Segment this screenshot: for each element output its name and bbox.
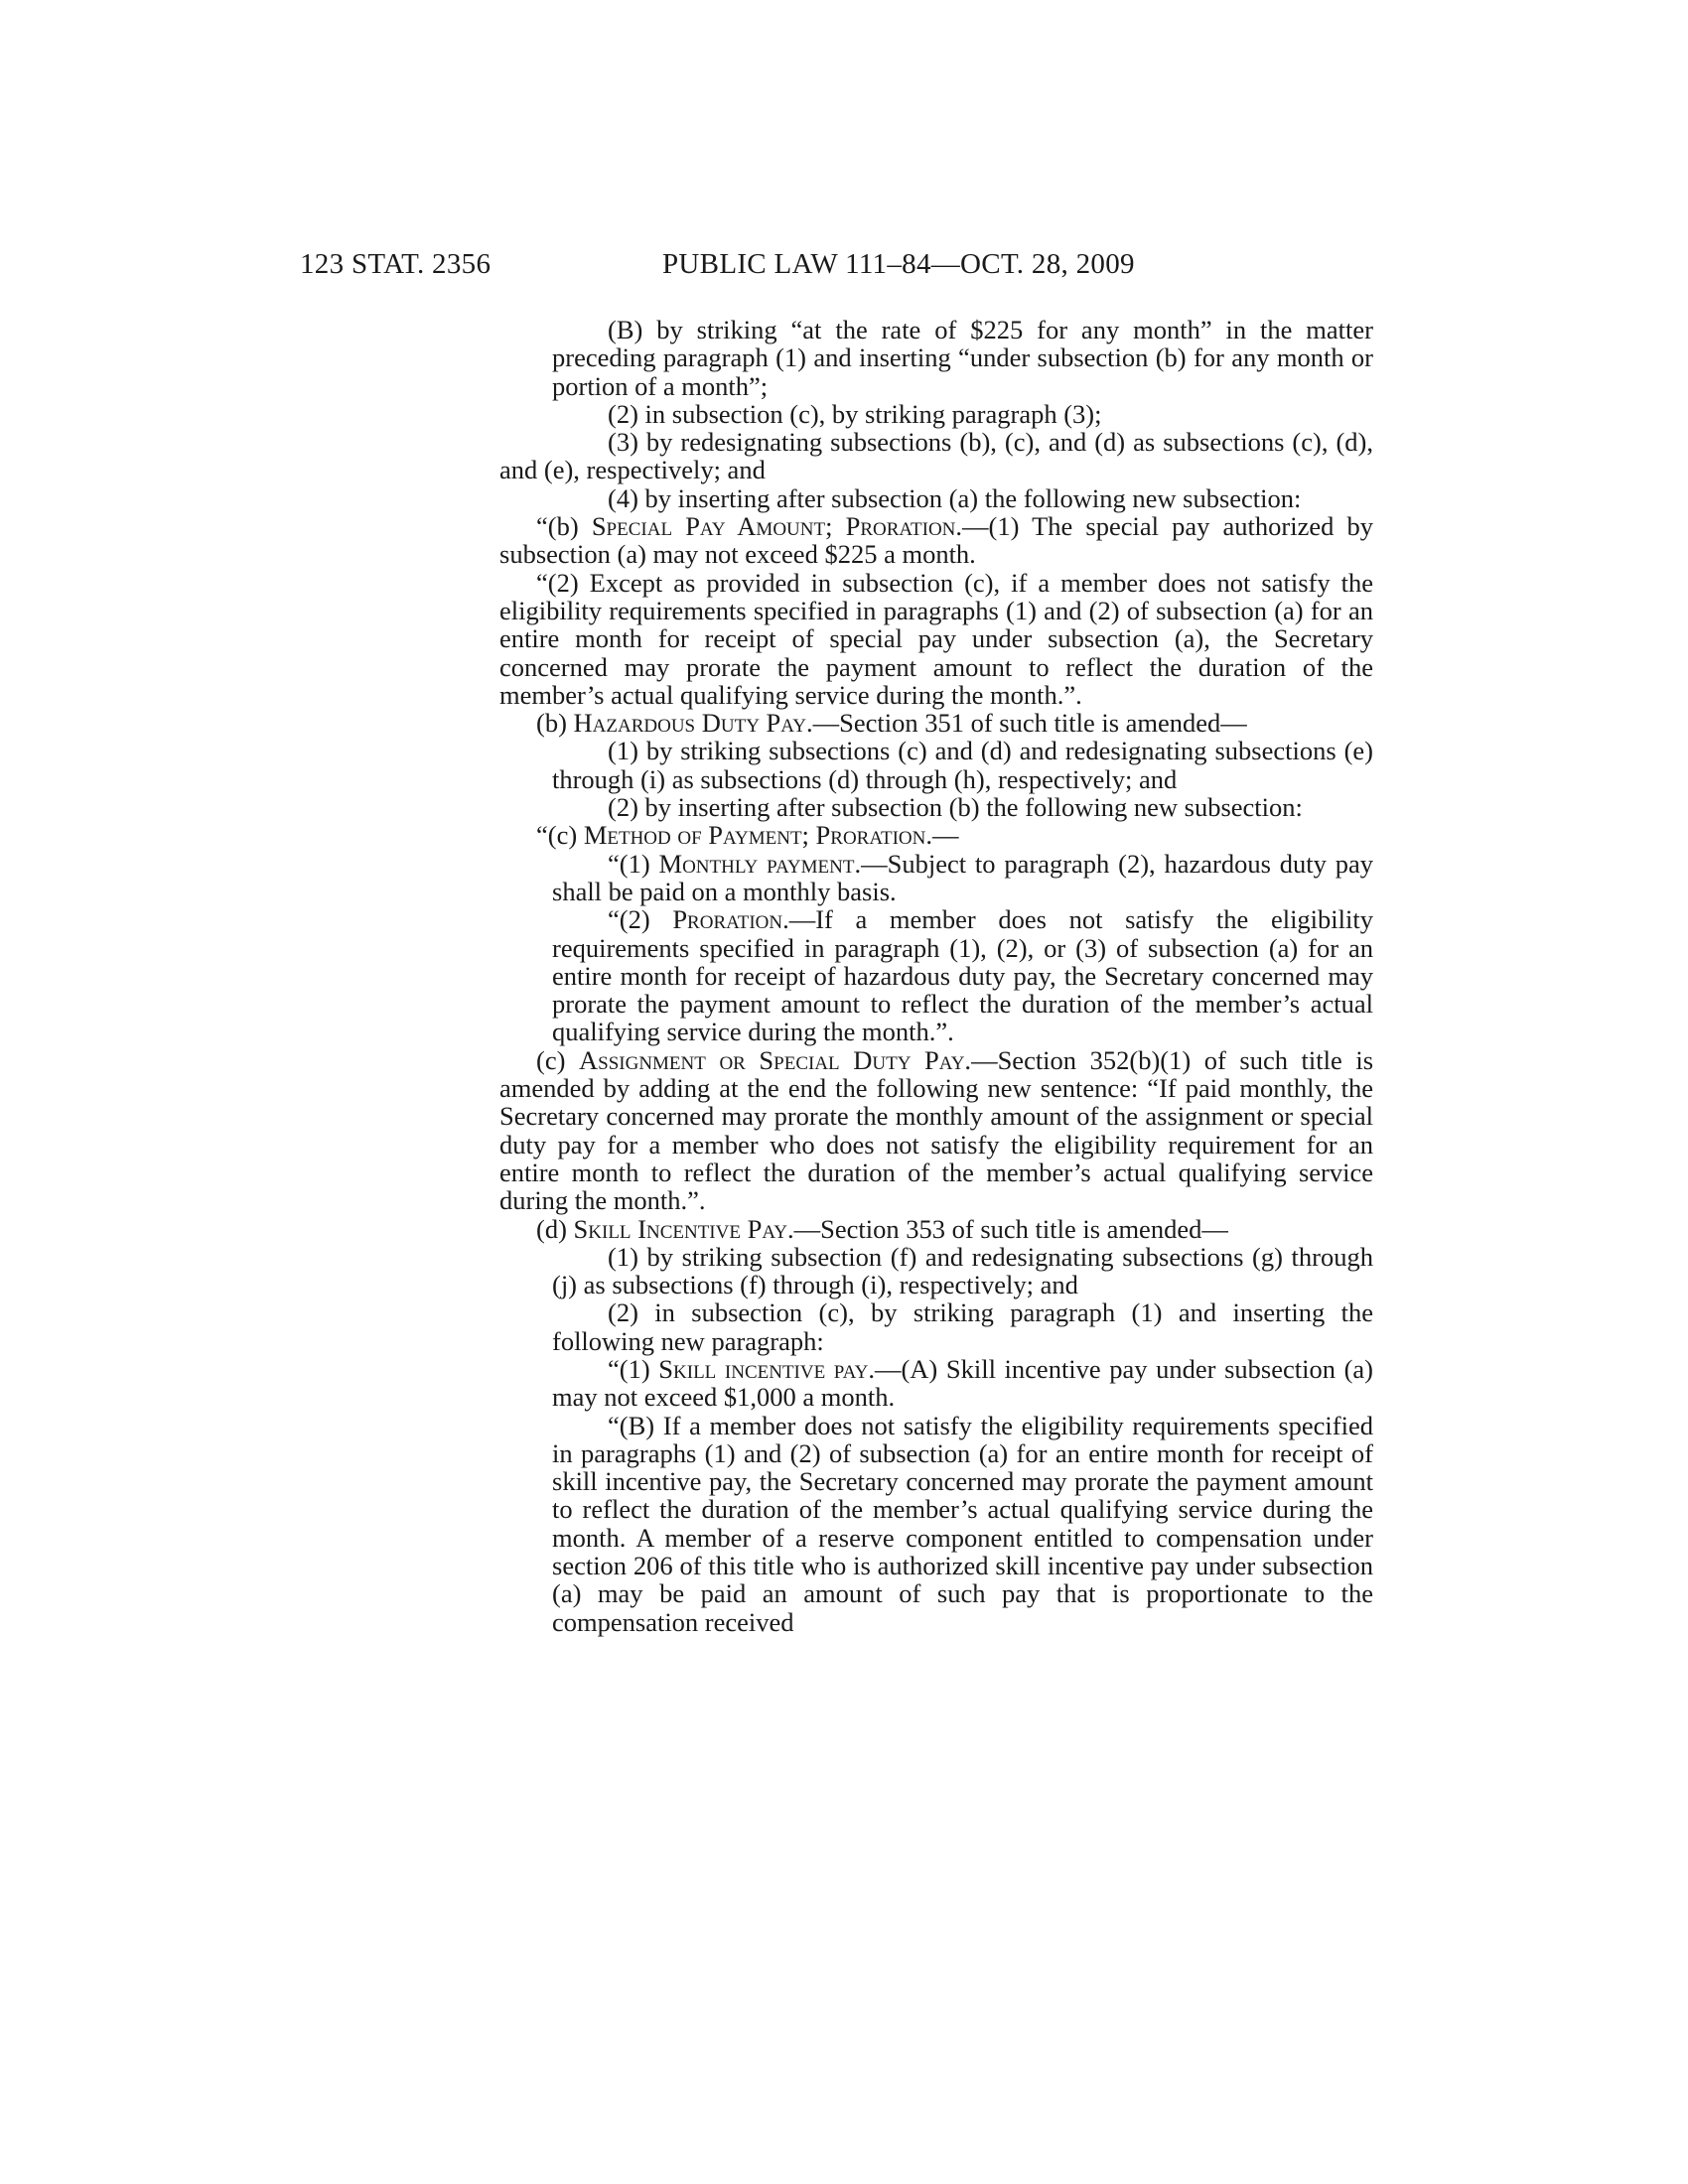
para-2-inserting-after-b: (2) by inserting after subsection (b) the following new subsection: (608, 792, 1303, 823)
heading-proration: Proration. (672, 904, 789, 935)
heading-method-of-payment: Method of Payment; Proration. (583, 820, 932, 851)
para-assignment-special-duty: (c) Assignment or Special Duty Pay.—Section 352(b)(1) of such title is amended by adding at the end the following new sentence: “If paid monthly, the Secretary concerned may prorate the monthly amount of the assignment or special duty pay for a member who does not satisfy the eligibility requirement for an entire month to reflect the duration of the member’s actual qualifying service during the month.”. (499, 1044, 1374, 1216)
heading-skill-incentive-pay-inner: Skill incentive pay. (658, 1353, 875, 1384)
heading-special-pay-amount: Special Pay Amount; Proration. (591, 511, 963, 542)
para-monthly-payment: “(1) Monthly payment.—Subject to paragraph (2), hazardous duty pay shall be paid on a monthly basis. (552, 848, 1374, 906)
para-hazardous-duty-pay: (b) Hazardous Duty Pay.—Section 351 of such title is amended— (536, 708, 1247, 739)
para-skill-incentive-pay: (d) Skill Incentive Pay.—Section 353 of such title is amended— (536, 1213, 1228, 1244)
para-3-redesignating: (3) by redesignating subsections (b), (c), and (d) as subsections (c), (d), and (e), respectively; and (499, 427, 1373, 485)
para-1-striking-subsection-f: (1) by striking subsection (f) and redesignating subsections (g) through (j) as subsections (f) through (i), respectively; and (552, 1241, 1373, 1300)
heading-assignment-special-duty: Assignment or Special Duty Pay. (579, 1044, 972, 1075)
para-1-striking-subsections: (1) by striking subsections (c) and (d) and redesignating subsections (e) through (i) as subsections (d) through (h), respectively; and (552, 736, 1373, 794)
para-b-striking-rate: (B) by striking “at the rate of $225 for any month” in the matter preceding paragraph (1) and inserting “under subsection (b) for any month or portion of a month”; (552, 315, 1373, 401)
heading-hazardous-duty-pay: Hazardous Duty Pay. (573, 708, 813, 739)
para-2-striking-paragraph-1: (2) in subsection (c), by striking paragraph (1) and inserting the following new paragraph: (552, 1297, 1373, 1356)
document-body (499, 316, 1373, 1636)
para-2-subsection-c: (2) in subsection (c), by striking paragraph (3); (608, 398, 1102, 429)
para-4-inserting: (4) by inserting after subsection (a) the following new subsection: (608, 482, 1302, 513)
page-header-title: PUBLIC LAW 111–84—OCT. 28, 2009 (662, 248, 1135, 280)
para-except-as-provided: “(2) Except as provided in subsection (c), if a member does not satisfy the eligibility requirements specified in paragraphs (1) and (2) of subsection (a) for an entire month for receipt of special pay under subsection (a), the Secretary concerned may prorate the payment amount to reflect the duration of the member’s actual qualifying service during the month.”. (499, 567, 1373, 710)
stat-citation: 123 STAT. 2356 (300, 248, 492, 280)
para-skill-incentive-pay-a: “(1) Skill incentive pay.—(A) Skill incentive pay under subsection (a) may not exceed $1,000 a month. (552, 1353, 1374, 1413)
para-special-pay-amount: “(b) Special Pay Amount; Proration.—(1) The special pay authorized by subsection (a) may not exceed $225 a month. (499, 511, 1374, 570)
heading-skill-incentive-pay: Skill Incentive Pay. (573, 1213, 794, 1244)
para-method-of-payment: “(c) Method of Payment; Proration.— (536, 820, 959, 851)
para-proration: “(2) Proration.—If a member does not satisfy the eligibility requirements specified in paragraph (1), (2), or (3) of subsection (a) for an entire month for receipt of hazardous duty pay, the Secretary concerned may prorate the payment amount to reflect the duration of the member’s actual qualifying service during the month.”. (552, 904, 1373, 1047)
heading-monthly-payment: Monthly payment. (658, 848, 862, 879)
para-skill-incentive-pay-b: “(B) If a member does not satisfy the eligibility requirements specified in paragraphs (1) and (2) of subsection (a) for an entire month for receipt of skill incentive pay, the Secretary concerned may prorate the payment amount to reflect the duration of the member’s actual qualifying service during the month. A member of a reserve component entitled to compensation under section 206 of this title who is authorized skill incentive pay under subsection (a) may be paid an amount of such pay that is proportionate to the compensation received (552, 1410, 1373, 1637)
